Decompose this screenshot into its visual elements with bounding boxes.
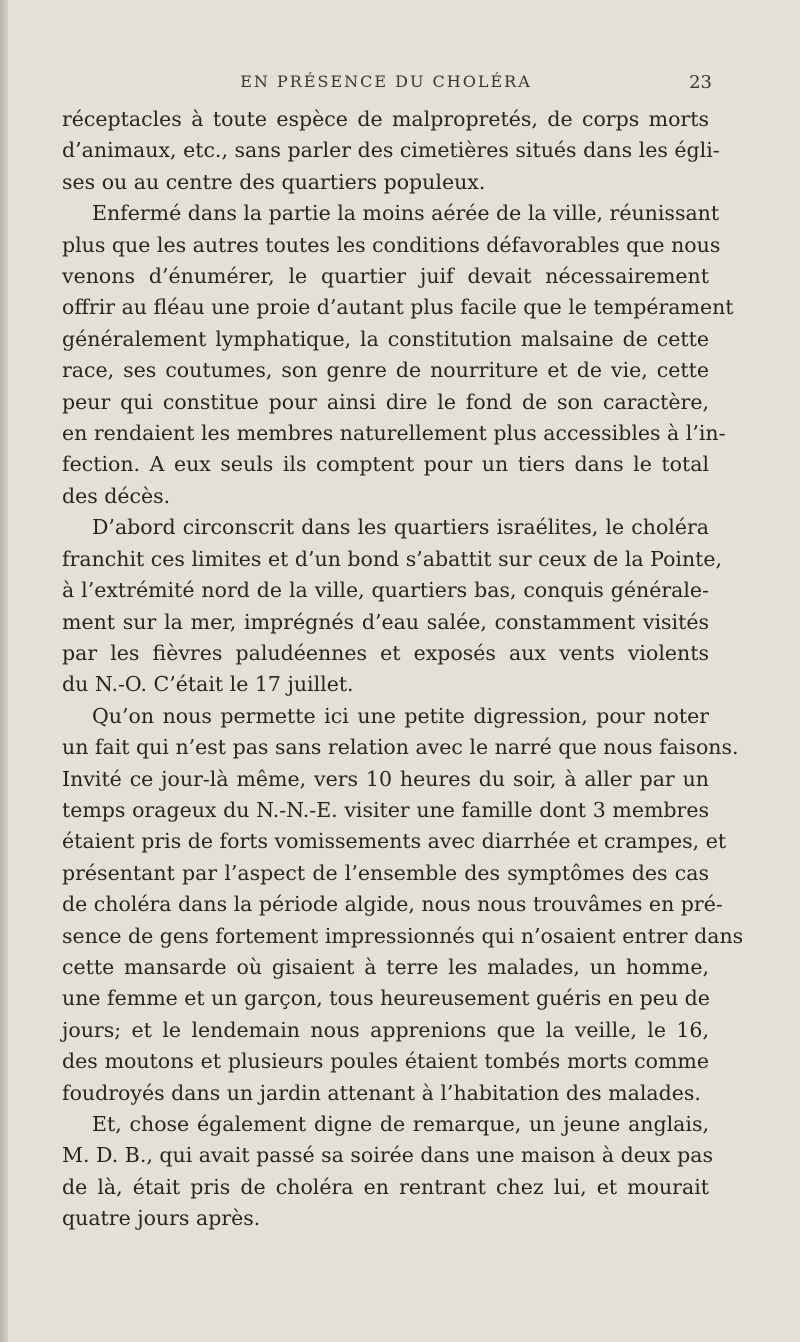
paragraph	[62, 198, 734, 512]
text-line: quatre jours après.	[62, 1206, 261, 1231]
text-line: des décès.	[62, 483, 171, 508]
text-line: Et, chose également digne de remarque, un jeune anglais,	[92, 1112, 709, 1136]
text-line: ses ou au centre des quartiers populeux.	[62, 169, 486, 194]
text-line: offrir au fléau une proie d’autant plus facile que le tempérament	[62, 295, 734, 320]
body-text	[62, 104, 744, 1235]
text-line: venons d’énumérer, le quartier juif devait nécessairement	[62, 264, 709, 289]
text-line: D’abord circonscrit dans les quartiers israélites, le choléra	[92, 515, 709, 540]
page-number: 23	[689, 72, 712, 93]
text-line: ment sur la mer, imprégnés d’eau salée, constamment visités	[62, 609, 709, 634]
text-line: foudroyés dans un jardin attenant à l’habitation des malades.	[62, 1080, 701, 1105]
text-line: présentant par l’aspect de l’ensemble des symptômes des cas	[62, 860, 709, 885]
text-line: franchit ces limites et d’un bond s’abattit sur ceux de la Pointe,	[62, 546, 723, 571]
text-line: du N.-O. C’était le 17 juillet.	[62, 672, 354, 697]
text-line: M. D. B., qui avait passé sa soirée dans une maison à deux pas	[62, 1143, 713, 1168]
text-line: une femme et un garçon, tous heureusement guéris en peu de	[62, 986, 710, 1011]
text-line: d’animaux, etc., sans parler des cimetières situés dans les égli-	[62, 138, 720, 163]
text-line: plus que les autres toutes les conditions défavorables que nous	[62, 232, 721, 257]
paragraph	[62, 104, 720, 198]
text-line: par les fièvres paludéennes et exposés aux vents violents	[62, 640, 709, 665]
text-line: cette mansarde où gisaient à terre les malades, un homme,	[62, 954, 709, 979]
text-line: de choléra dans la période algide, nous nous trouvâmes en pré-	[62, 892, 723, 917]
text-line: fection. A eux seuls ils comptent pour un tiers dans le total	[62, 452, 709, 477]
text-line: à l’extrémité nord de la ville, quartiers bas, conquis générale-	[62, 578, 709, 603]
text-line: un fait qui n’est pas sans relation avec le narré que nous faisons.	[62, 735, 739, 760]
text-line: de là, était pris de choléra en rentrant chez lui, et mourait	[62, 1174, 709, 1199]
text-line: en rendaient les membres naturellement plus accessibles à l’in-	[62, 421, 726, 446]
text-line: jours; et le lendemain nous apprenions que la veille, le 16,	[62, 1017, 709, 1042]
page-gutter	[0, 0, 8, 1342]
text-line: Invité ce jour-là même, vers 10 heures du soir, à aller par un	[62, 766, 709, 791]
text-line: des moutons et plusieurs poules étaient tombés morts comme	[62, 1049, 709, 1074]
text-line: temps orageux du N.-N.-E. visiter une famille dont 3 membres	[62, 797, 709, 822]
text-line: race, ses coutumes, son genre de nourriture et de vie, cette	[62, 358, 709, 383]
text-line: étaient pris de forts vomissements avec diarrhée et crampes, et	[62, 829, 727, 854]
text-line: généralement lymphatique, la constitution malsaine de cette	[62, 326, 709, 351]
text-line: Qu’on nous permette ici une petite digression, pour noter	[92, 703, 709, 728]
paragraph	[62, 701, 744, 1109]
paragraph	[62, 1109, 713, 1235]
paragraph	[62, 512, 723, 700]
text-line: réceptacles à toute espèce de malpropretés, de corps morts	[62, 107, 709, 131]
text-line: peur qui constitue pour ainsi dire le fond de son caractère,	[62, 389, 709, 414]
running-head: EN PRÉSENCE DU CHOLÉRA	[240, 72, 532, 91]
page-header	[60, 72, 712, 98]
text-line: Enfermé dans la partie la moins aérée de la ville, réunissant	[92, 201, 720, 226]
text-line: sence de gens fortement impressionnés qui n’osaient entrer dans	[62, 923, 744, 948]
